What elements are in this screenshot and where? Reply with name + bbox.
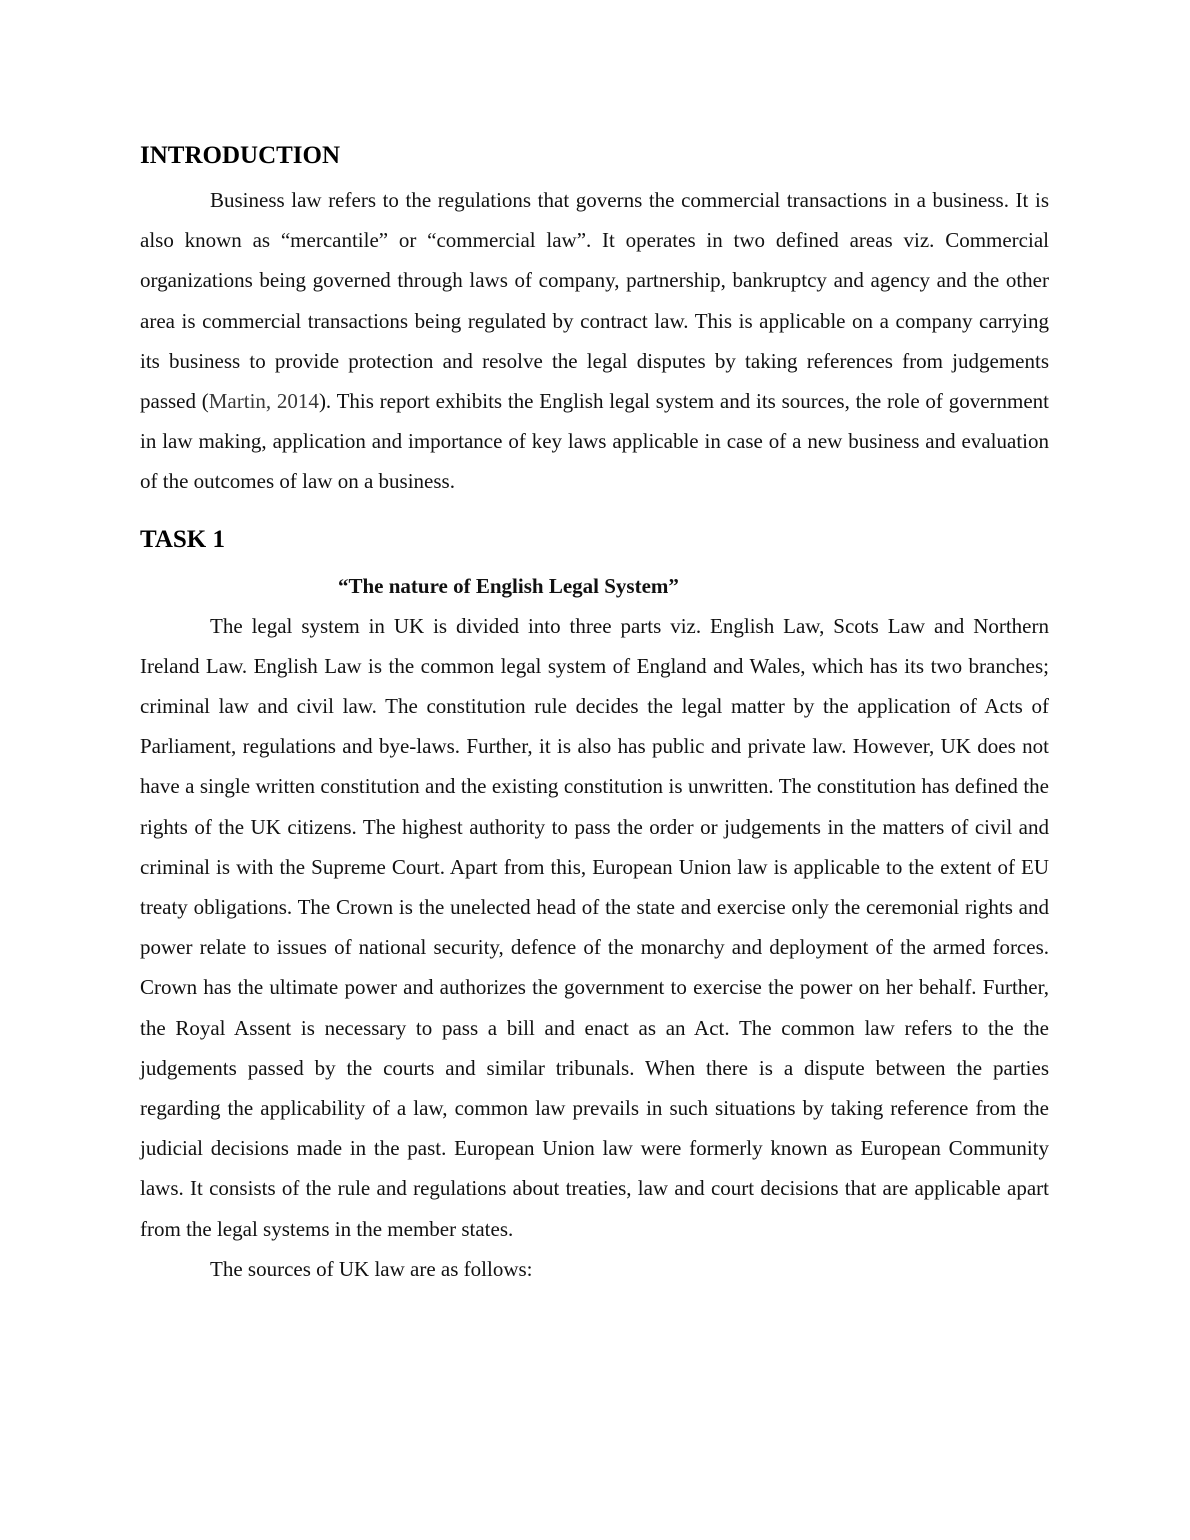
sources-intro: The sources of UK law are as follows: — [210, 1256, 533, 1281]
introduction-text-part-2: ). This report exhibits the English legal system and its sources, the role of government in law making, application and importance of key laws applicable in case of a new business and evaluation of the outcomes of law on a business. — [140, 389, 1049, 494]
introduction-text-part-1: Business law refers to the regulations that governs the commercial transactions in a business. It is also known as “mercantile” or “commercial law”. It operates in two defined areas viz. Commercial organizations being governed through laws of company, partnership, bankruptcy and agency and the other area is commercial transactions being regulated by contract law. This is applicable on a company carrying its business to provide protection and resolve the legal disputes by taking references from judgements passed ( — [140, 188, 1049, 414]
task1-paragraph: The legal system in UK is divided into three parts viz. English Law, Scots Law and Northern Ireland Law. English Law is the common legal system of England and Wales, which has its two branches; criminal law and civil law. The constitution rule decides the legal matter by the application of Acts of Parliament, regulations and bye-laws. Further, it is also has public and private law. However, UK does not have a single written constitution and the existing constitution is unwritten. The constitution has defined the rights of the UK citizens. The highest authority to pass the order or judgements in the matters of civil and criminal is with the Supreme Court. Apart from this, European Union law is applicable to the extent of EU treaty obligations. The Crown is the unelected head of the state and exercise only the ceremonial rights and power relate to issues of national security, defence of the monarchy and deployment of the armed forces. Crown has the ultimate power and authorizes the government to exercise the power on her behalf. Further, the Royal Assent is necessary to pass a bill and enact as an Act. The common law refers to the the judgements passed by the courts and similar tribunals. When there is a dispute between the parties regarding the applicability of a law, common law prevails in such situations by taking reference from the judicial decisions made in the past. European Union law were formerly known as European Community laws. It consists of the rule and regulations about treaties, law and court decisions that are applicable apart from the legal systems in the member states. — [140, 613, 1049, 1241]
task1-subtitle: “The nature of English Legal System” — [338, 573, 679, 598]
citation: Martin, 2014 — [208, 389, 319, 414]
introduction-paragraph — [140, 180, 1049, 502]
task1-heading: TASK 1 — [140, 525, 225, 553]
introduction-heading: INTRODUCTION — [140, 142, 341, 169]
document-page — [140, 138, 1049, 1289]
